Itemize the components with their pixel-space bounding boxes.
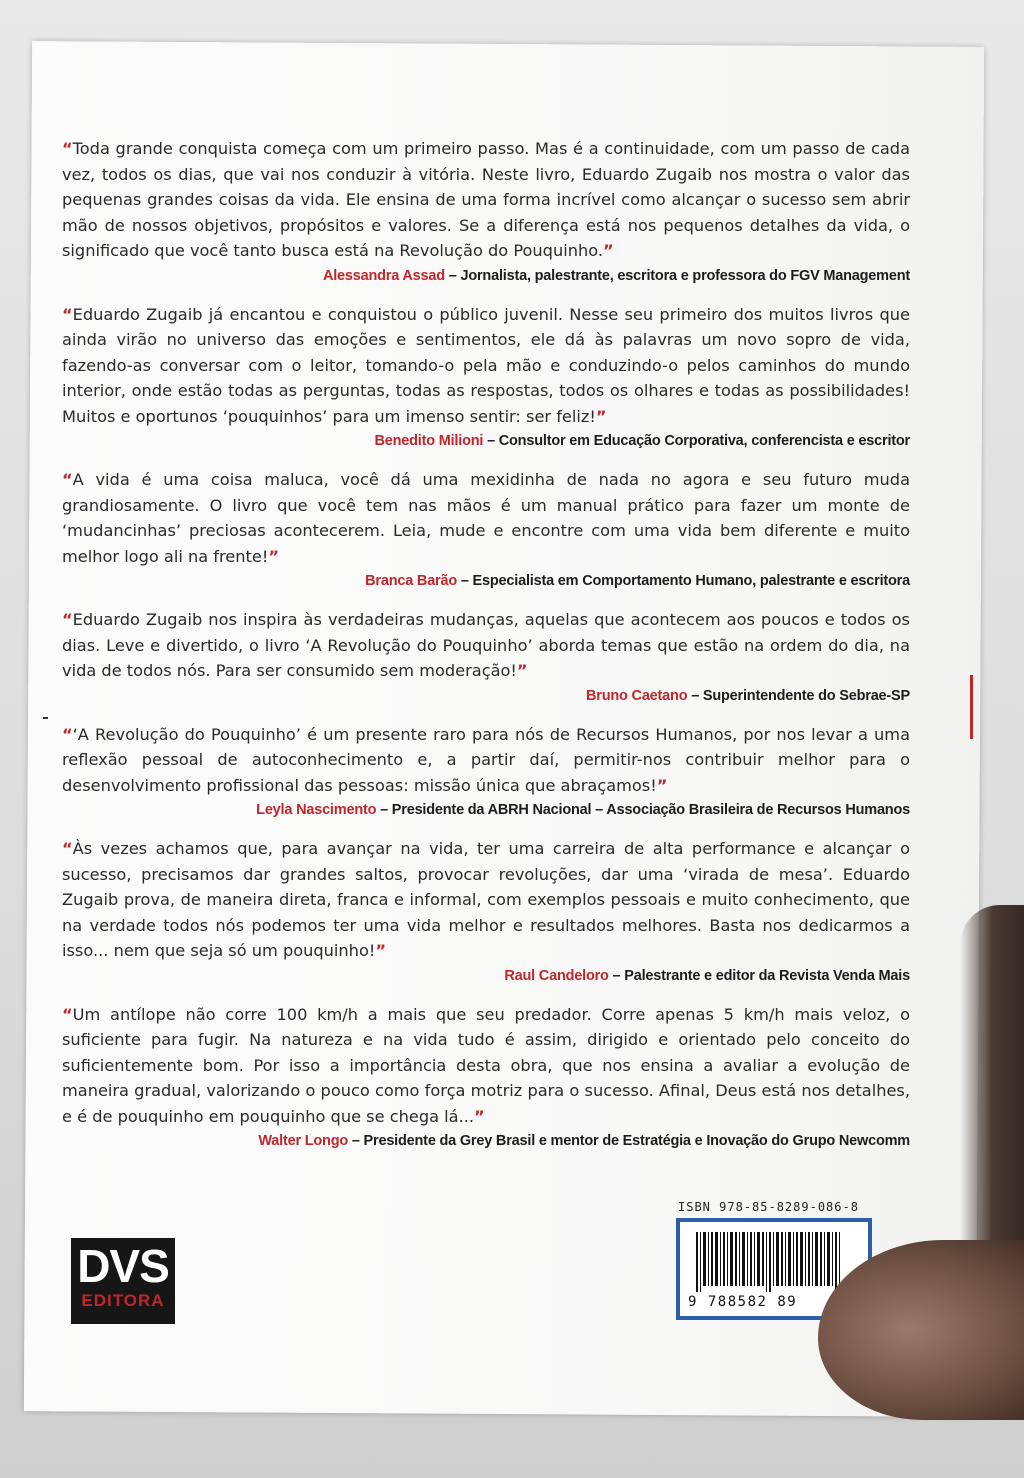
close-quote-mark: ” [268, 546, 279, 566]
quote-block [62, 722, 910, 819]
close-quote-mark: ” [474, 1106, 485, 1126]
close-quote-mark: ” [375, 941, 386, 960]
author-name: Alessandra Assad [322, 267, 445, 284]
quote-text: Um antílope não corre 100 km/h a mais que seu predador. Corre apenas 5 km/h mais veloz, o suficiente para fugir. Na natureza e na vida tudo é assim, dirigido e orientado pelo conceito do suficientemente bom. Por isso a importância desta obra, que nos ensina a avaliar a evolução de maneira gradual, valorizando o pouco como força motriz para o sucesso. Afinal, Deus está nos detalhes, e é de pouquinho em pouquinho que se chega lá... [62, 1004, 910, 1126]
quote-block [62, 607, 910, 704]
quote-block [62, 1002, 910, 1150]
quote-text: Eduardo Zugaib nos inspira às verdadeiras mudanças, aquelas que acontecem aos poucos e todos os dias. Leve e divertido, o livro ‘A Revolução do Pouquinho’ aborda temas que estão na ordem do dia, na vida de todos nós. Para ser consumido sem moderação! [62, 610, 910, 680]
logo-sub-text: EDITORA [81, 1291, 165, 1310]
quote-text: ‘A Revolução do Pouquinho’ é um presente raro para nós de Recursos Humanos, por nos levar a uma reflexão pessoal de autoconhecimento e, a partir daí, permitir-nos contribuir melhor para o desenvolvimento profissional das pessoas: missão única que abraçamos! [62, 724, 910, 795]
quote-block [62, 836, 910, 984]
quote-attribution [62, 802, 910, 818]
author-name: Branca Barão [365, 573, 458, 589]
quote-attribution [62, 1133, 910, 1149]
author-name: Benedito Milioni [374, 433, 484, 449]
barcode-digits: 9 788582 89 [688, 1294, 798, 1310]
open-quote-mark: “ [62, 139, 73, 158]
spine-red-mark [970, 675, 973, 739]
quote-attribution [62, 688, 910, 704]
open-quote-mark: “ [62, 304, 73, 324]
author-role: – Especialista em Comportamento Humano, palestrante e escritora [457, 573, 910, 589]
quote-text: Eduardo Zugaib já encantou e conquistou o público juvenil. Nesse seu primeiro dos muitos livros que ainda virão no universo das emoções e sentimentos, ele dá às palavras um novo sopro de vida, fazendo-as conversar com o leitor, tomando-o pela mão e conduzindo-o pelos caminhos do mundo interior, onde estão todas as perguntas, todas as respostas, todos os olhares e todas as possibilidades! Muitos e oportunos ‘pouquinhos’ para um imenso sentir: ser feliz! [62, 304, 910, 426]
quote-text: Às vezes achamos que, para avançar na vida, ter uma carreira de alta performance e alcançar o sucesso, precisamos dar grandes saltos, provocar revoluções, dar uma ‘virada de mesa’. Eduardo Zugaib prova, de maneira direta, franca e informal, com exemplos pessoais e muito conhecimento, que na verdade todos nós podemos ter uma vida melhor e resultados melhores. Basta nos dedicarmos a isso... nem que seja só um pouquinho! [62, 839, 910, 960]
author-name: Leyla Nascimento [256, 802, 377, 818]
quote-text: A vida é uma coisa maluca, você dá uma mexidinha de nada no agora e seu futuro muda grandiosamente. O livro que você tem nas mãos é um manual prático para fazer um monte de ‘mudancinhas’ preciosas acontecerem. Leia, mude e encontre com uma vida bem diferente e muito melhor logo ali na frente! [62, 470, 910, 566]
author-name: Walter Longo [258, 1133, 349, 1149]
open-quote-mark: “ [62, 610, 73, 629]
quote-attribution [62, 433, 910, 449]
author-role: – Presidente da Grey Brasil e mentor de Estratégia e Inovação do Grupo Newcomm [348, 1133, 910, 1149]
open-quote-mark: “ [62, 470, 73, 489]
quote-block [62, 136, 910, 284]
author-role: – Superintendente do Sebrae-SP [687, 687, 910, 704]
quote-text: Toda grande conquista começa com um primeiro passo. Mas é a continuidade, com um passo de cada vez, todos os dias, que vai nos conduzir à vitória. Neste livro, Eduardo Zugaib nos mostra o valor das pequenas grandes coisas da vida. Ele ensina de uma forma incrível como alcançar o sucesso sem abrir mão de nossos objetivos, propósitos e valores. Se a diferença está nos pequenos detalhes da vida, o significado que você tanto busca está na Revolução do Pouquinho. [62, 139, 910, 260]
isbn-label: ISBN 978-85-8289-086-8 [678, 1200, 859, 1214]
quote-block [62, 302, 910, 450]
author-name: Bruno Caetano [586, 687, 688, 704]
barcode-bars [696, 1232, 856, 1292]
close-quote-mark: ” [516, 661, 528, 680]
author-role: – Jornalista, palestrante, escritora e professora do FGV Management [444, 267, 910, 284]
quote-attribution [62, 968, 910, 984]
author-name: Raul Candeloro [504, 967, 609, 984]
print-mark [43, 717, 48, 719]
testimonials [62, 136, 910, 1167]
quote-attribution [62, 268, 910, 284]
close-quote-mark: ” [603, 241, 614, 260]
close-quote-mark: ” [595, 406, 607, 426]
logo-main-text: DVS [77, 1240, 169, 1292]
open-quote-mark: “ [62, 1004, 73, 1024]
open-quote-mark: “ [62, 839, 73, 858]
author-role: – Presidente da ABRH Nacional – Associação Brasileira de Recursos Humanos [376, 802, 910, 818]
close-quote-mark: ” [656, 775, 668, 795]
quote-block [62, 467, 910, 589]
publisher-logo [71, 1238, 175, 1324]
author-role: – Palestrante e editor da Revista Venda Mais [608, 967, 910, 984]
open-quote-mark: “ [62, 724, 73, 744]
author-role: – Consultor em Educação Corporativa, conferencista e escritor [483, 433, 910, 449]
quote-attribution [62, 573, 910, 589]
